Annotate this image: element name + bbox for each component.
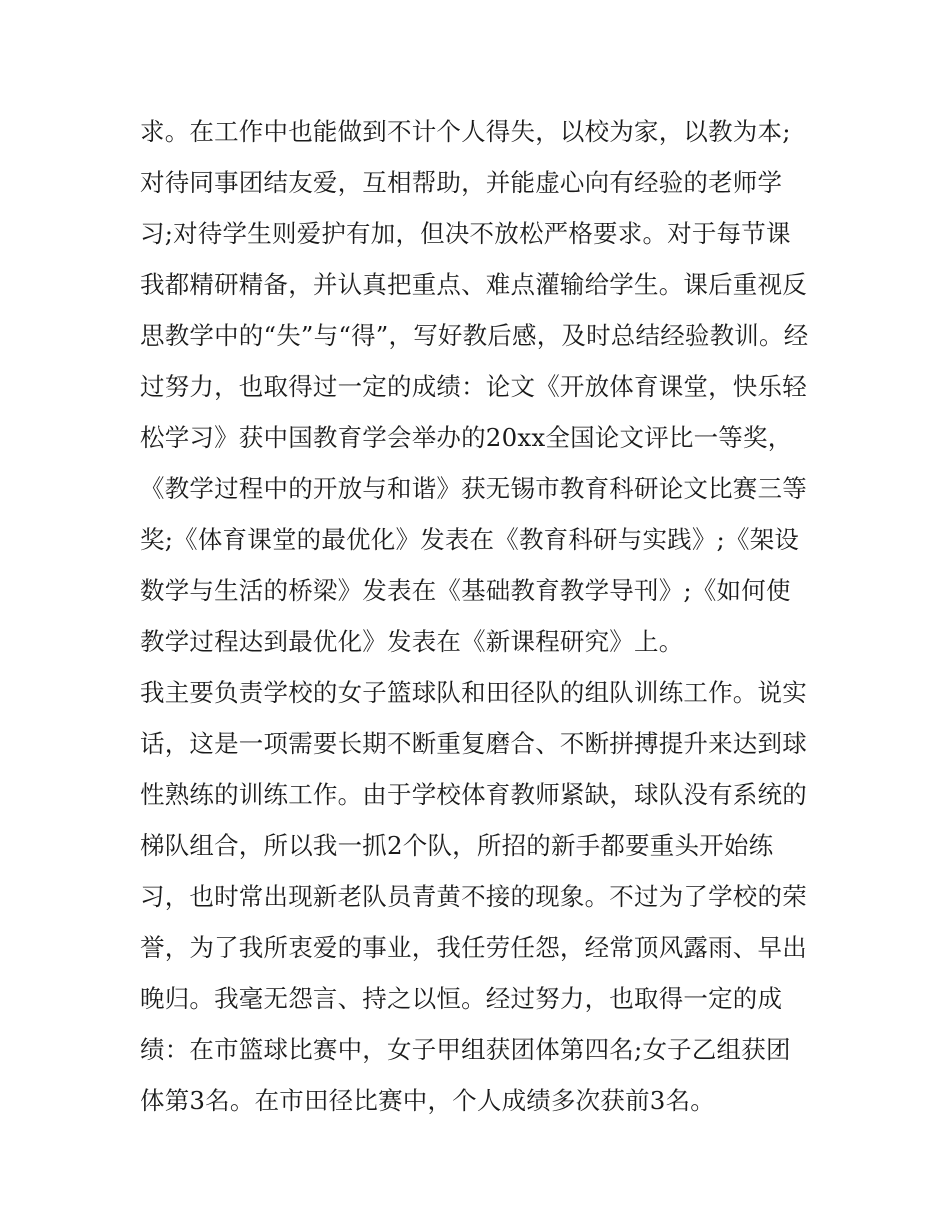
text-line: 松学习》获中国教育学会举办的20xx全国论文评比一等奖， — [140, 423, 793, 452]
text-line: 习，也时常出现新老队员青黄不接的现象。不过为了学校的荣 — [140, 882, 807, 911]
text-line: 《教学过程中的开放与和谐》获无锡市教育科研论文比赛三等 — [140, 474, 807, 503]
text-line: 晚归。我毫无怨言、持之以恒。经过努力，也取得一定的成 — [140, 984, 783, 1013]
text-line: 体第3名。在市田径比赛中，个人成绩多次获前3名。 — [140, 1086, 715, 1115]
text-line: 话，这是一项需要长期不断重复磨合、不断拼搏提升来达到球 — [140, 729, 807, 758]
text-line: 教学过程达到最优化》发表在《新课程研究》上。 — [140, 627, 684, 656]
text-line: 数学与生活的桥梁》发表在《基础教育教学导刊》;《如何使 — [140, 576, 791, 605]
text-line: 我都精研精备，并认真把重点、难点灌输给学生。课后重视反 — [140, 270, 807, 299]
text-line: 我主要负责学校的女子篮球队和田径队的组队训练工作。说实 — [140, 678, 807, 707]
text-line: 誉，为了我所衷爱的事业，我任劳任怨，经常顶风露雨、早出 — [140, 933, 807, 962]
text-line: 对待同事团结友爱，互相帮助，并能虚心向有经验的老师学 — [140, 168, 783, 197]
text-line: 绩：在市篮球比赛中，女子甲组获团体第四名;女子乙组获团 — [140, 1035, 791, 1064]
text-line: 习;对待学生则爱护有加，但决不放松严格要求。对于每节课 — [140, 219, 791, 248]
text-line: 求。在工作中也能做到不计个人得失，以校为家，以教为本; — [140, 117, 791, 146]
text-line: 过努力，也取得过一定的成绩：论文《开放体育课堂，快乐轻 — [140, 372, 807, 401]
text-line: 梯队组合，所以我一抓2个队，所招的新手都要重头开始练 — [140, 831, 774, 860]
document-body — [140, 106, 820, 1126]
text-line: 性熟练的训练工作。由于学校体育教师紧缺，球队没有系统的 — [140, 780, 807, 809]
text-line: 思教学中的“失”与“得”，写好教后感，及时总结经验教训。经 — [140, 321, 809, 350]
text-line: 奖;《体育课堂的最优化》发表在《教育科研与实践》;《架设 — [140, 525, 800, 554]
